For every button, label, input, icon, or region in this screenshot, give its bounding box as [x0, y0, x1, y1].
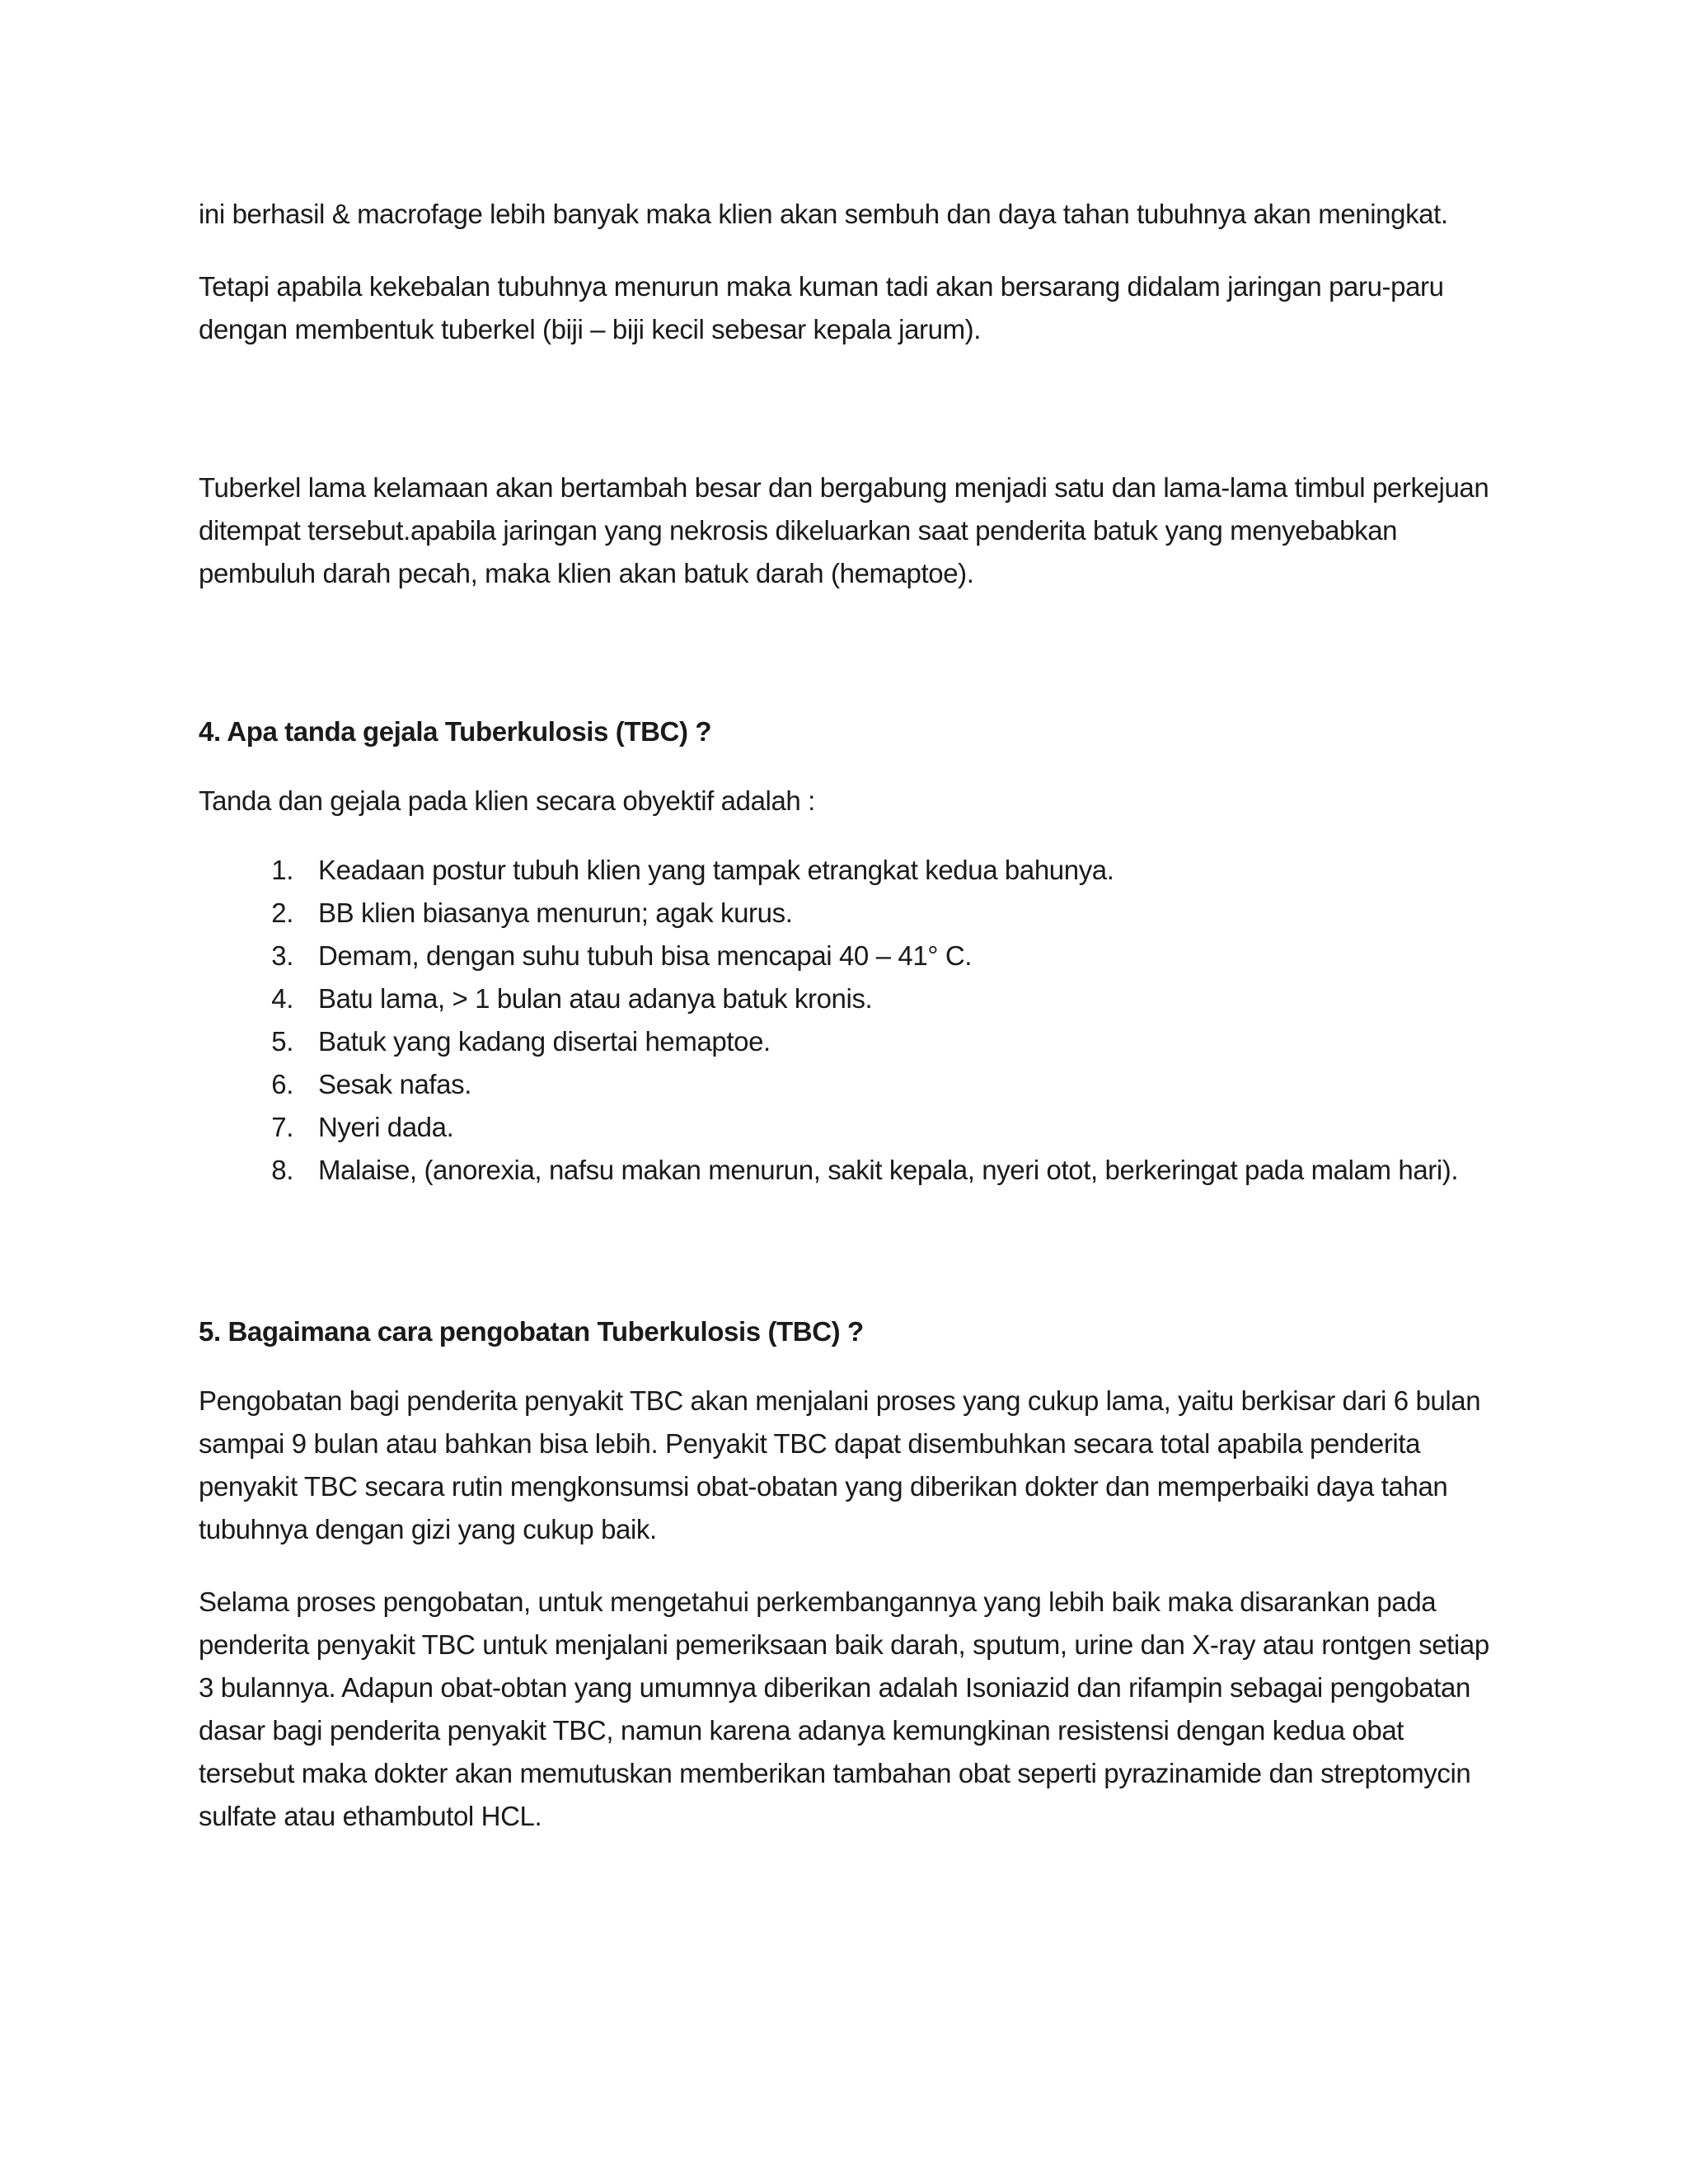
list-item-text: Batu lama, > 1 bulan atau adanya batuk kronis.	[318, 983, 873, 1014]
section-5-heading: 5. Bagaimana cara pengobatan Tuberkulosis (TBC) ?	[199, 1316, 864, 1347]
paragraph-treatment-medication: Selama proses pengobatan, untuk mengetahui perkembangannya yang lebih baik maka disarankan pada penderita penyakit TBC untuk menjalani pemeriksaan baik darah, sputum, urine dan X-ray atau rontgen setiap 3 bulannya. Adapun obat-obtan yang umumnya diberikan adalah Isoniazid dan rifampin sebagai pengobatan dasar bagi penderita penyakit TBC, namun karena adanya kemungkinan resistensi dengan kedua obat tersebut maka dokter akan memutuskan memberikan tambahan obat seperti pyrazinamide dan streptomycin sulfate atau ethambutol HCL.	[199, 1586, 1489, 1831]
list-item	[199, 977, 1501, 1020]
list-item-number: 7.	[271, 1112, 293, 1142]
symptoms-list	[199, 849, 1501, 1192]
list-item-number: 1.	[271, 855, 293, 885]
paragraph-hemaptoe: Tuberkel lama kelamaan akan bertambah besar dan bergabung menjadi satu dan lama-lama timbul perkejuan ditempat tersebut.apabila jaringan yang nekrosis dikeluarkan saat penderita batuk yang menyebabkan pembuluh darah pecah, maka klien akan batuk darah (hemaptoe).	[199, 472, 1489, 588]
paragraph-tuberkel-formation: Tetapi apabila kekebalan tubuhnya menurun maka kuman tadi akan bersarang didalam jaringan paru-paru dengan membentuk tuberkel (biji – biji kecil sebesar kepala jarum).	[199, 271, 1444, 344]
list-item	[199, 1063, 1501, 1106]
list-item	[199, 892, 1501, 935]
section-4-intro: Tanda dan gejala pada klien secara obyektif adalah :	[199, 785, 815, 816]
paragraph-macrofage: ini berhasil & macrofage lebih banyak maka klien akan sembuh dan daya tahan tubuhnya akan meningkat.	[199, 199, 1448, 229]
list-item	[199, 1020, 1501, 1063]
section-4-heading: 4. Apa tanda gejala Tuberkulosis (TBC) ?	[199, 716, 712, 747]
paragraph-treatment-duration: Pengobatan bagi penderita penyakit TBC akan menjalani proses yang cukup lama, yaitu berkisar dari 6 bulan sampai 9 bulan atau bahkan bisa lebih. Penyakit TBC dapat disembuhkan secara total apabila penderita penyakit TBC secara rutin mengkonsumsi obat-obatan yang diberikan dokter dan memperbaiki daya tahan tubuhnya dengan gizi yang cukup baik.	[199, 1385, 1481, 1544]
list-item-text: Keadaan postur tubuh klien yang tampak etrangkat kedua bahunya.	[318, 855, 1114, 885]
list-item-text: Demam, dengan suhu tubuh bisa mencapai 40 – 41° C.	[318, 940, 973, 971]
list-item	[199, 1106, 1501, 1149]
list-item-number: 2.	[271, 898, 293, 928]
list-item-text: Batuk yang kadang disertai hemaptoe.	[318, 1026, 771, 1057]
list-item-number: 4.	[271, 983, 293, 1014]
list-item-text: Malaise, (anorexia, nafsu makan menurun, sakit kepala, nyeri otot, berkeringat pada malam hari).	[318, 1155, 1459, 1185]
list-item-text: BB klien biasanya menurun; agak kurus.	[318, 898, 793, 928]
list-item-number: 5.	[271, 1026, 293, 1057]
list-item-text: Sesak nafas.	[318, 1069, 471, 1099]
list-item	[199, 1149, 1501, 1192]
list-item-number: 3.	[271, 940, 293, 971]
list-item-number: 6.	[271, 1069, 293, 1099]
list-item-number: 8.	[271, 1155, 293, 1185]
list-item	[199, 849, 1501, 892]
document-body	[199, 193, 1501, 1838]
list-item-text: Nyeri dada.	[318, 1112, 454, 1142]
list-item	[199, 935, 1501, 977]
